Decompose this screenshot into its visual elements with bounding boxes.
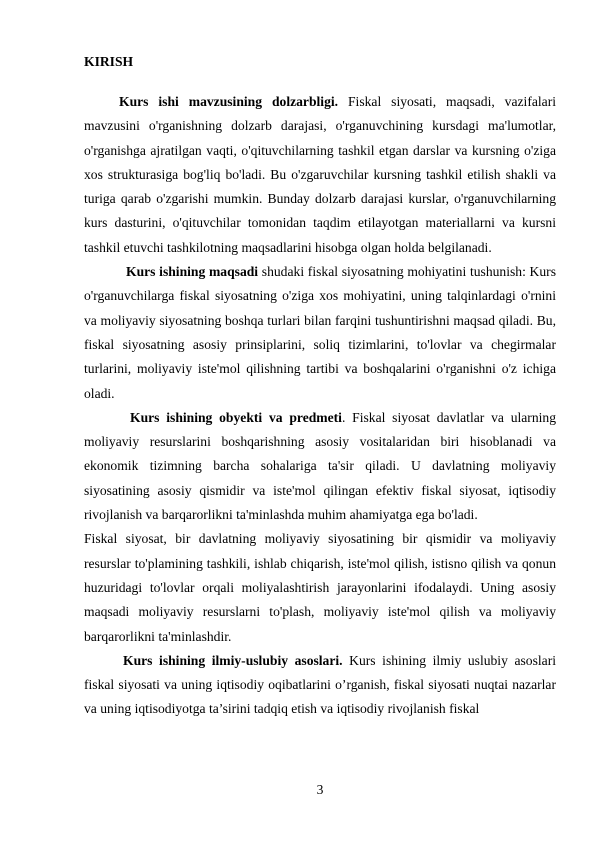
- paragraph-text: Kurs ishining ilmiy uslubiy asoslari fiskal siyosati va uning iqtisodiy oqibatlarini o’rganish, fiskal siyosati nuqtai nazarlar va uning iqtisodiyotga ta’sirini tadqiq etish va iqtisodiy rivojlanish fiskal: [84, 652, 556, 717]
- paragraph-relevance: [84, 90, 556, 260]
- paragraph-lead: Kurs ishi mavzusining dolzarbligi.: [119, 94, 339, 109]
- document-body: [84, 90, 556, 722]
- paragraph-lead: Kurs ishining maqsadi: [126, 264, 259, 280]
- paragraph-fiscal-policy: [84, 527, 556, 648]
- paragraph-goal: [84, 260, 556, 406]
- paragraph-text: shudaki fiskal siyosatning mohiyatini tushunish: Kurs o'rganuvchilarga fiskal siyosatning o'ziga xos mohiyatini, uning talqinlardagi o'rnini va moliyaviy siyosatning boshqa turlari bilan farqini tushuntirishni maqsad qiladi. Bu, fiskal siyosatning asosiy prinsiplarini, soliq tizimlarini, to'lovlar va chegirmalar turlarini, moliyaviy iste'mol qilishning tartibi va boshqalarini o'rganishni o'z ichiga oladi.: [84, 264, 556, 401]
- paragraph-lead: Kurs ishining obyekti va predmeti: [130, 409, 342, 425]
- paragraph-methodology: [84, 649, 556, 722]
- paragraph-text: . Fiskal siyosat davlatlar va ularning moliyaviy resurslarini boshqarishning asosiy vositalaridan biri hisoblanadi va ekonomik tizimning barcha sohalariga ta'sir qiladi. U davlatning moliyaviy siyosatining asosiy qismidir va iste'mol qilingan efektiv fiskal siyosat, iqtisodiy rivojlanish va barqarorlikni ta'minlashda muhim ahamiyatga ega bo'ladi.: [84, 409, 556, 523]
- paragraph-text: Fiskal siyosat, bir davlatning moliyaviy siyosatining bir qismidir va moliyaviy resurslar to'plamining tashkili, ishlab chiqarish, iste'mol qilish, istisno qilish va qonun huzuridagi to'lovlar orqali moliyalashtirish jarayonlarini ifodalaydi. Uning asosiy maqsadi moliyaviy resurslarni to'plash, moliyaviy iste'mol qilish va moliyaviy barqarorlikni ta'minlashdir.: [84, 531, 556, 644]
- paragraph-object: [84, 406, 556, 527]
- page-title: KIRISH: [84, 54, 134, 69]
- paragraph-lead: Kurs ishining ilmiy-uslubiy asoslari.: [123, 652, 343, 668]
- page-number: 3: [316, 782, 324, 797]
- paragraph-text: Fiskal siyosati, maqsadi, vazifalari mavzusini o'rganishning dolzarb darajasi, o'rganuvchining kursdagi ma'lumotlar, o'rganishga ajratilgan vaqti, o'qituvchilarning tashkil etgan darslar va kursning o'ziga xos strukturasiga bog'liq bo'ladi. Bu o'zgaruvchilar kursning tashkil etilish shakli va turiga qarab o'zgarishi mumkin. Bunday dolzarb darajasi kurslar, o'rganuvchilarning kurs dasturini, o'qituvchilar tomonidan taqdim etilayotgan materiallarni va kursni tashkil etuvchi tashkilotning maqsadlarini hisobga olgan holda belgilanadi.: [84, 94, 556, 255]
